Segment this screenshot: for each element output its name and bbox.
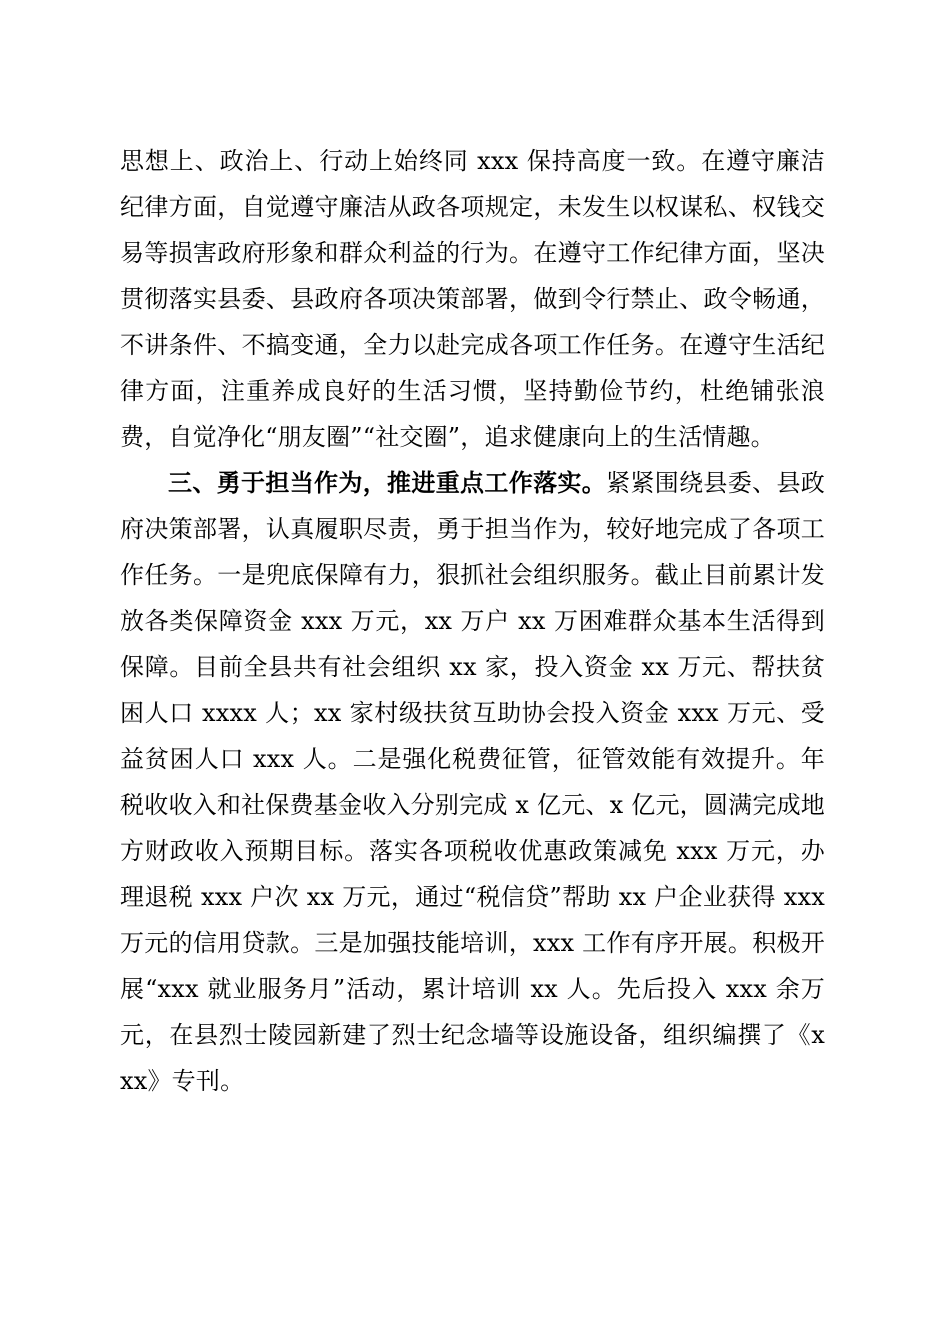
document-body [120, 138, 825, 1104]
paragraph-discipline-text: 思想上、政治上、行动上始终同 xxx 保持高度一致。在遵守廉洁纪律方面，自觉遵守廉洁从政各项规定，未发生以权谋私、权钱交易等损害政府形象和群众利益的行为。在遵守工作纪律方面，坚决贯彻落实县委、县政府各项决策部署，做到令行禁止、政令畅通，不讲条件、不搞变通，全力以赴完成各项工作任务。在遵守生活纪律方面，注重养成良好的生活习惯，坚持勤俭节约，杜绝铺张浪费，自觉净化“朋友圈”“社交圈”，追求健康向上的生活情趣。 [120, 147, 825, 451]
section-heading-three: 三、勇于担当作为，推进重点工作落实。 [168, 469, 607, 497]
paragraph-discipline [120, 138, 825, 460]
paragraph-responsibility-text: 紧紧围绕县委、县政府决策部署，认真履职尽责，勇于担当作为，较好地完成了各项工作任务。一是兜底保障有力，狠抓社会组织服务。截止目前累计发放各类保障资金 xxx 万元，xx 万户 xx 万困难群众基本生活得到保障。目前全县共有社会组织 xx 家，投入资金 xx 万元、帮扶贫困人口 xxxx 人；xx 家村级扶贫互助协会投入资金 xxx 万元、受益贫困人口 xxx 人。二是强化税费征管，征管效能有效提升。年税收收入和社保费基金收入分别完成 x 亿元、x 亿元，圆满完成地方财政收入预期目标。落实各项税收优惠政策减免 xxx 万元，办理退税 xxx 户次 xx 万元，通过“税信贷”帮助 xx 户企业获得 xxx 万元的信用贷款。三是加强技能培训，xxx 工作有序开展。积极开展“xxx 就业服务月”活动，累计培训 xx 人。先后投入 xxx 余万元，在县烈士陵园新建了烈士纪念墙等设施设备，组织编撰了《xxx》专刊。 [120, 469, 825, 1095]
paragraph-responsibility [120, 460, 825, 1104]
